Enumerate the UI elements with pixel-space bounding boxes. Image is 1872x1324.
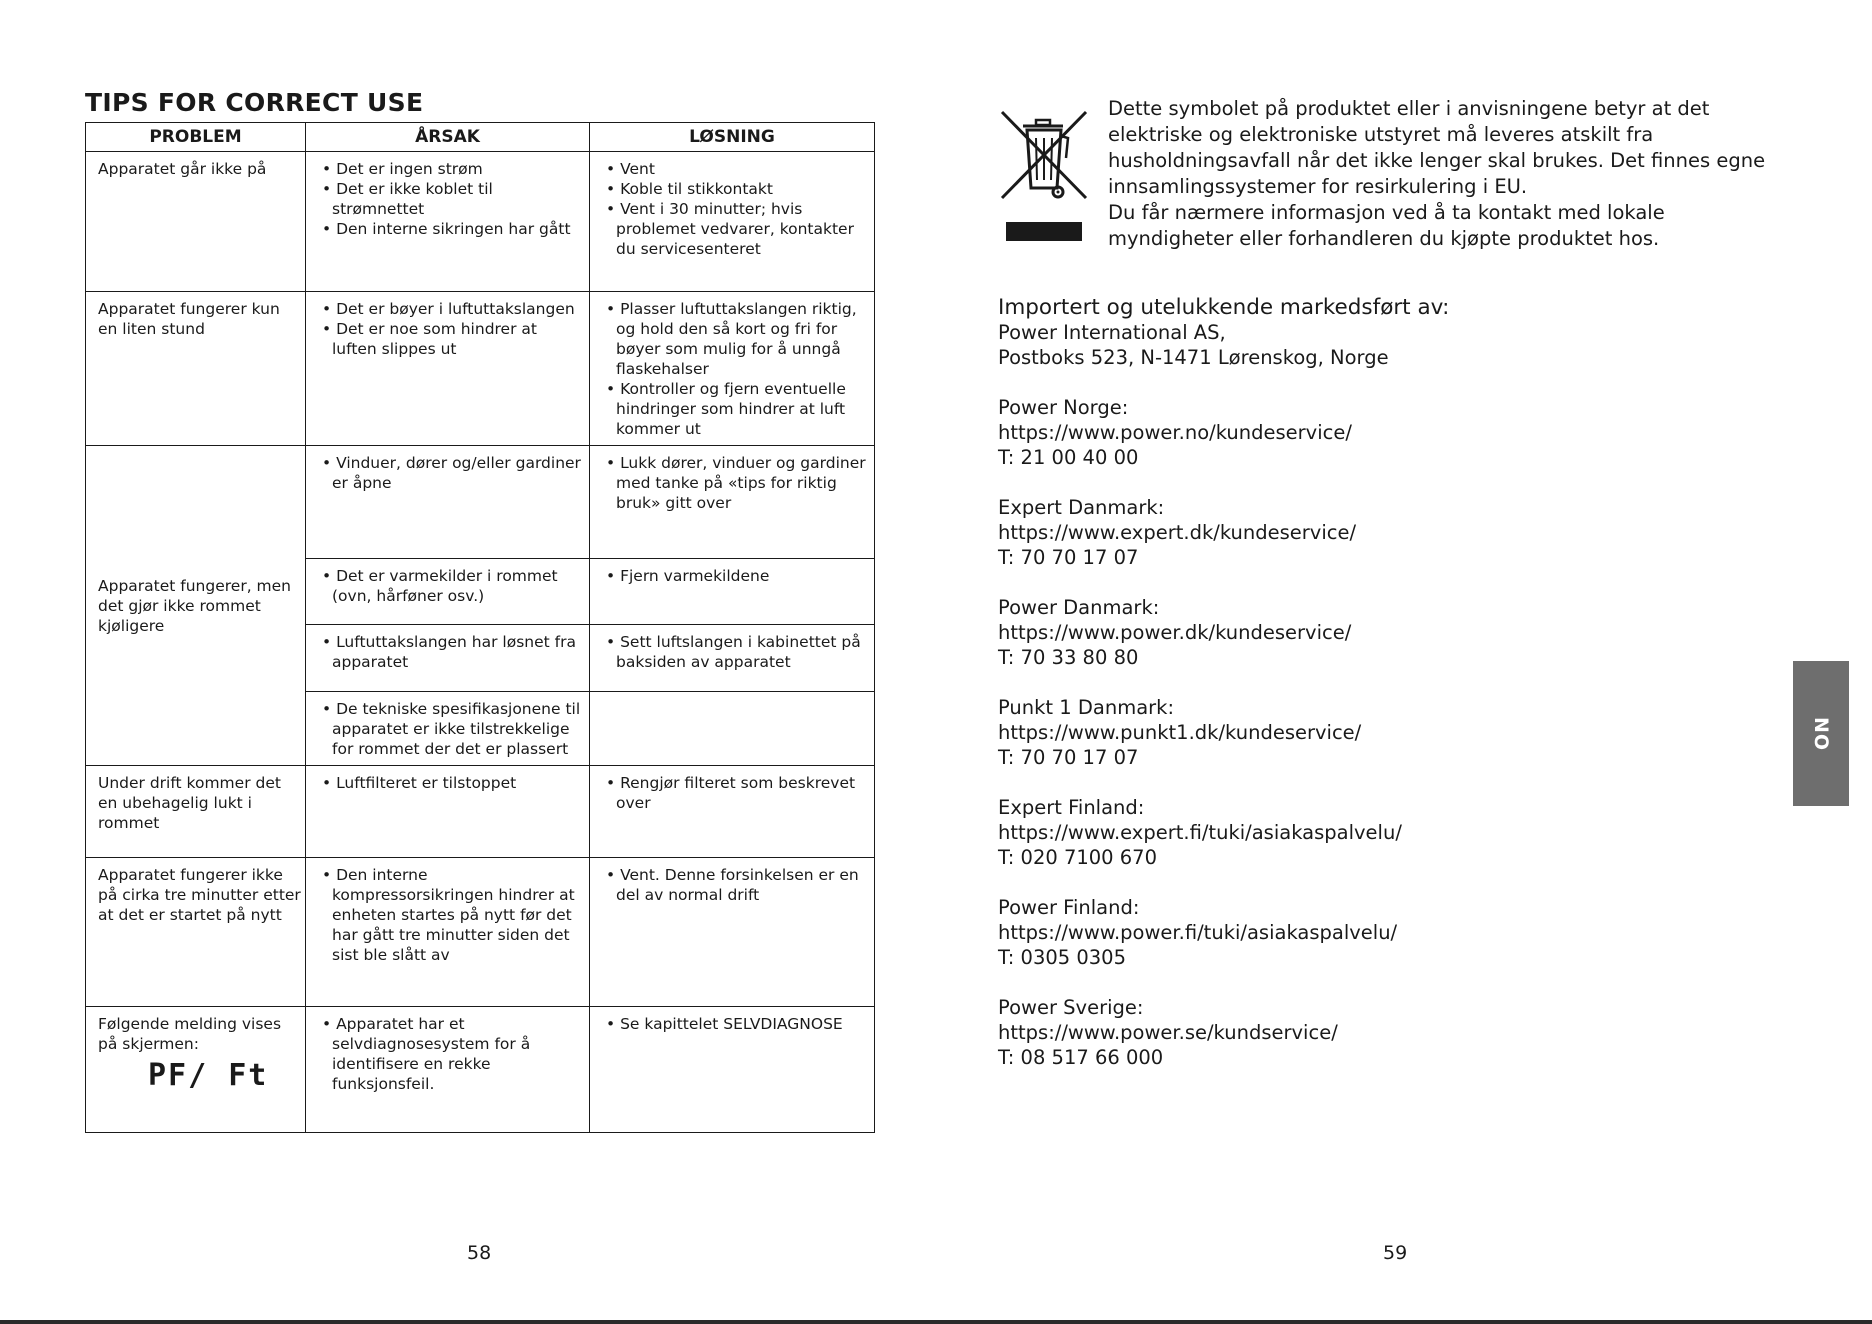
contact-name: Power Norge: [998,396,1129,419]
cause-item: • Luftuttakslangen har løsnet fra apparatet [322,633,576,671]
contact-phone: T: 70 33 80 80 [998,646,1139,669]
cause-cell [306,858,590,1007]
solution-cell [590,152,875,292]
contact-name: Punkt 1 Danmark: [998,696,1175,719]
contact-name: Power Danmark: [998,596,1160,619]
contact-name: Power Sverige: [998,996,1144,1019]
contact-power-sverige [998,995,1598,1070]
contact-section [998,295,1598,1095]
cause-cell [306,152,590,292]
table-row [86,1007,875,1133]
header-solution: LØSNING [590,123,875,152]
problem-cell [86,1007,306,1133]
solution-cell [590,858,875,1007]
contact-url[interactable]: https://www.expert.fi/tuki/asiakaspalvelu/ [998,821,1402,844]
solution-item: • Koble til stikkontakt [606,180,773,198]
contact-url[interactable]: https://www.expert.dk/kundeservice/ [998,521,1357,544]
display-code: PF/ Ft [148,1058,269,1093]
contact-url[interactable]: https://www.punkt1.dk/kundeservice/ [998,721,1362,744]
problem-cell: Apparatet fungerer, men det gjør ikke rommet kjøligere [86,446,306,766]
tips-table [85,122,875,1133]
cause-item: • Luftfilteret er tilstoppet [322,774,517,792]
cause-cell [306,625,590,692]
weee-notice [1108,96,1790,252]
cause-item: • Vinduer, dører og/eller gardiner er åpne [322,454,581,492]
table-row [86,858,875,1007]
table-row [86,292,875,446]
contact-phone: T: 08 517 66 000 [998,1046,1164,1069]
problem-cell: Under drift kommer det en ubehagelig lukt i rommet [86,766,306,858]
contact-phone: T: 70 70 17 07 [998,746,1139,769]
importer-line: Postboks 523, N-1471 Lørenskog, Norge [998,346,1389,369]
cause-cell [306,1007,590,1133]
cause-cell [306,292,590,446]
importer-block [998,295,1598,370]
solution-item: • Lukk dører, vinduer og gardiner med tanke på «tips for riktig bruk» gitt over [606,454,866,512]
solution-cell [590,292,875,446]
cause-item: • De tekniske spesifikasjonene til apparatet er ikke tilstrekkelige for rommet der det er plassert [322,700,581,758]
table-row [86,446,875,559]
contact-phone: T: 70 70 17 07 [998,546,1139,569]
contact-punkt1-danmark [998,695,1598,770]
solution-cell [590,625,875,692]
cause-item: • Det er ikke koblet til strømnettet [322,180,493,218]
cause-item: • Det er bøyer i luftuttakslangen [322,300,575,318]
importer-title: Importert og utelukkende markedsført av: [998,295,1450,320]
cause-item: • Apparatet har et selvdiagnosesystem for å identifisere en rekke funksjonsfeil. [322,1015,531,1093]
contact-power-danmark [998,595,1598,670]
solution-cell [590,446,875,559]
table-row [86,152,875,292]
contact-url[interactable]: https://www.power.no/kundeservice/ [998,421,1352,444]
solution-item: • Se kapittelet SELVDIAGNOSE [606,1015,843,1033]
contact-phone: T: 020 7100 670 [998,846,1157,869]
solution-item: • Plasser luftuttakslangen riktig, og hold den så kort og fri for bøyer som mulig for å unngå flaskehalser [606,300,857,378]
table-row [86,766,875,858]
weee-text-2: Du får nærmere informasjon ved å ta kontakt med lokale myndigheter eller forhandleren du kjøpte produktet hos. [1108,201,1665,250]
cause-item: • Det er ingen strøm [322,160,483,178]
contact-expert-danmark [998,495,1598,570]
problem-cell: Apparatet fungerer ikke på cirka tre minutter etter at det er startet på nytt [86,858,306,1007]
cause-cell [306,559,590,625]
language-tab [1793,661,1849,806]
page-number-left: 58 [467,1242,492,1264]
solution-item: • Vent. Denne forsinkelsen er en del av normal drift [606,866,859,904]
contact-phone: T: 0305 0305 [998,946,1126,969]
contact-name: Expert Danmark: [998,496,1165,519]
crossed-out-wheelie-bin-icon [1000,108,1088,242]
problem-text: Følgende melding vises på skjermen: [98,1015,282,1053]
cause-item: • Den interne kompressorsikringen hindrer at enheten startes på nytt før det har gått tre minutter siden det sist ble slått av [322,866,575,964]
contact-power-finland [998,895,1598,970]
cause-cell [306,692,590,766]
solution-cell [590,1007,875,1133]
solution-cell [590,766,875,858]
contact-name: Expert Finland: [998,796,1145,819]
contact-expert-finland [998,795,1598,870]
page-title: TIPS FOR CORRECT USE [85,88,424,117]
contact-url[interactable]: https://www.power.dk/kundeservice/ [998,621,1352,644]
solution-cell [590,559,875,625]
contact-power-norge [998,395,1598,470]
language-tab-label: NO [1810,716,1832,751]
solution-item: • Rengjør filteret som beskrevet over [606,774,856,812]
solution-item: • Sett luftslangen i kabinettet på baksiden av apparatet [606,633,861,671]
page-number-right: 59 [1383,1242,1408,1264]
header-cause: ÅRSAK [306,123,590,152]
solution-cell [590,692,875,766]
importer-line: Power International AS, [998,321,1226,344]
problem-cell: Apparatet fungerer kun en liten stund [86,292,306,446]
solution-item: • Fjern varmekildene [606,567,770,585]
table-header-row [86,123,875,152]
problem-cell: Apparatet går ikke på [86,152,306,292]
cause-item: • Det er noe som hindrer at luften slippes ut [322,320,537,358]
contact-url[interactable]: https://www.power.se/kundservice/ [998,1021,1338,1044]
contact-name: Power Finland: [998,896,1140,919]
cause-item: • Det er varmekilder i rommet (ovn, hårføner osv.) [322,567,558,605]
cause-cell [306,446,590,559]
cause-cell [306,766,590,858]
contact-phone: T: 21 00 40 00 [998,446,1139,469]
solution-item: • Vent [606,160,655,178]
cause-item: • Den interne sikringen har gått [322,220,571,238]
bottom-border [0,1320,1872,1324]
contact-url[interactable]: https://www.power.fi/tuki/asiakaspalvelu/ [998,921,1398,944]
weee-text-1: Dette symbolet på produktet eller i anvisningene betyr at det elektriske og elektroniske utstyret må leveres atskilt fra husholdningsavfall når det ikke lenger skal brukes. Det finnes egne innsamlingssystemer for resirkulering i EU. [1108,97,1766,198]
header-problem: PROBLEM [86,123,306,152]
solution-item: • Kontroller og fjern eventuelle hindringer som hindrer at luft kommer ut [606,380,846,438]
solution-item: • Vent i 30 minutter; hvis problemet vedvarer, kontakter du servicesenteret [606,200,854,258]
